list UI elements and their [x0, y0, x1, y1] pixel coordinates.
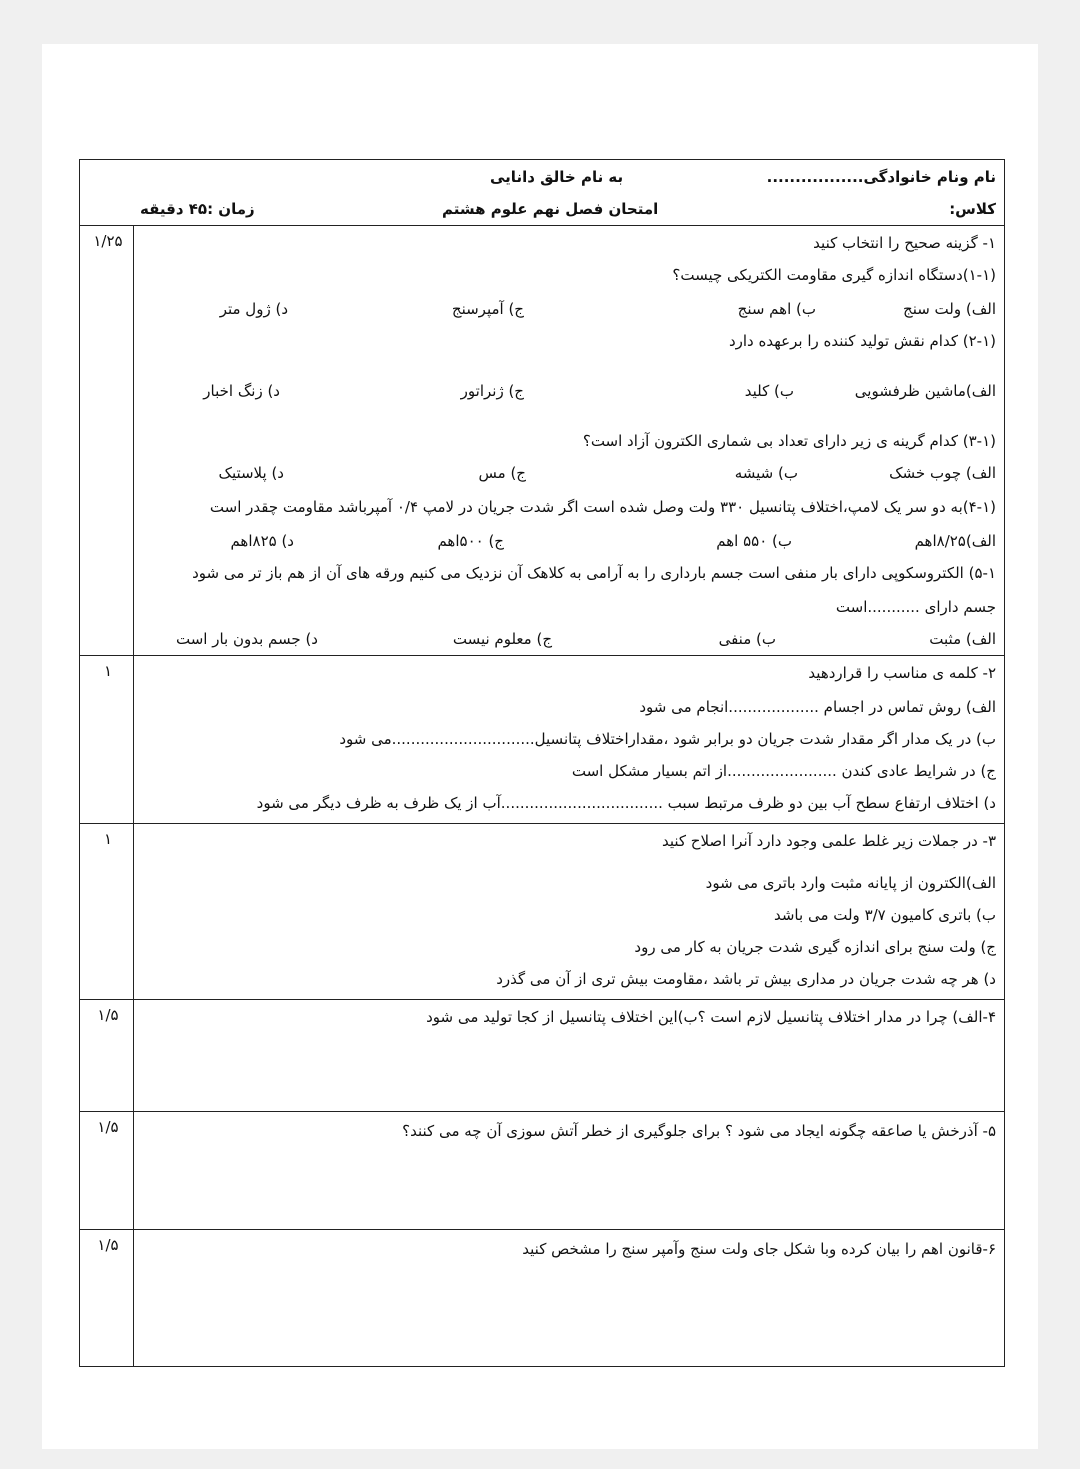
- option-d: د) جسم بدون بار است: [175, 630, 318, 648]
- question-6: [80, 1230, 1004, 1367]
- statement: ج) ولت سنج برای اندازه گیری شدت جریان به کار می رود: [634, 938, 996, 956]
- option-c: ج) آمپرسنج: [451, 300, 524, 318]
- sub-question: ۵-۱) الکتروسکوپی دارای بار منفی است جسم بارداری را به آرامی به کلاهک آن نزدیک می کنیم ورقه های آن از هم باز تر می شود: [192, 564, 996, 582]
- blank-line: د) اختلاف ارتفاع سطح آب بین دو ظرف مرتبط سبب ..................................آب از یک ظرف به ظرف دیگر می شود: [256, 794, 996, 812]
- option-a: الف)۸/۲۵اهم: [914, 532, 996, 550]
- question-title: ۱- گزینه صحیح را انتخاب کنید: [813, 234, 996, 252]
- option-b: ب) منفی: [718, 630, 776, 648]
- score-cell: [80, 1000, 134, 1111]
- score-cell: [80, 824, 134, 999]
- option-c: ج) ژنراتور: [460, 382, 524, 400]
- sub-question-cont: جسم دارای ...........است: [835, 598, 996, 616]
- question-title: ۴-الف) چرا در مدار اختلاف پتانسیل لازم است ؟ب)این اختلاف پتانسیل از کجا تولید می شود: [426, 1008, 996, 1026]
- time-label: زمان :۴۵ دقیقه: [140, 200, 255, 218]
- option-b: ب) کلید: [744, 382, 794, 400]
- question-5: [80, 1112, 1004, 1230]
- score-cell: [80, 1112, 134, 1229]
- question-4: [80, 1000, 1004, 1112]
- statement: د) هر چه شدت جریان در مداری بیش تر باشد ،مقاومت بیش تری از آن می گذرد: [496, 970, 996, 988]
- question-title: ۲- کلمه ی مناسب را قراردهید: [808, 664, 996, 682]
- question-title: ۵- آذرخش یا صاعقه چگونه ایجاد می شود ؟ برای جلوگیری از خطر آتش سوزی آن چه می کنند؟: [402, 1122, 996, 1140]
- option-a: الف)ماشین ظرفشویی: [854, 382, 996, 400]
- option-b: ب) شیشه: [734, 464, 798, 482]
- sub-question: (۳-۱) کدام گرینه ی زیر دارای تعداد بی شماری الکترون آزاد است؟: [582, 432, 996, 450]
- score-cell: [80, 226, 134, 655]
- question-title: ۶-قانون اهم را بیان کرده وبا شکل جای ولت سنج وآمپر سنج را مشخص کنید: [522, 1240, 996, 1258]
- option-b: ب) اهم سنج: [737, 300, 816, 318]
- blank-line: ب) در یک مدار اگر مقدار شدت جریان دو برابر شود ،مقداراختلاف پتانسیل..............................می شود: [339, 730, 996, 748]
- score-cell: [80, 1230, 134, 1367]
- sub-question: (۱-۱)دستگاه اندازه گیری مقاومت الکتریکی چیست؟: [672, 266, 996, 284]
- option-c: ج) ۵۰۰اهم: [437, 532, 504, 550]
- question-2: [80, 656, 1004, 824]
- option-d: د) زنگ اخبار: [203, 382, 280, 400]
- option-d: د) ۸۲۵اهم: [230, 532, 294, 550]
- option-a: الف) مثبت: [929, 630, 996, 648]
- bismillah: به نام خالق دانایی: [490, 168, 624, 186]
- exam-header: [80, 160, 1004, 226]
- statement: الف)الکترون از پایانه مثبت وارد باتری می شود: [705, 874, 996, 892]
- score-cell: [80, 656, 134, 823]
- score: ۱/۵: [97, 1118, 119, 1136]
- option-d: د) ژول متر: [219, 300, 288, 318]
- question-1: [80, 226, 1004, 656]
- sub-question: (۴-۱)به دو سر یک لامپ،اختلاف پتانسیل ۳۳۰ ولت وصل شده است اگر شدت جریان در لامپ ۰/۴ آمپرباشد مقاومت چقدر است: [209, 498, 996, 516]
- option-a: الف) ولت سنج: [903, 300, 996, 318]
- sub-question: (۲-۱) کدام نقش تولید کننده را برعهده دارد: [728, 332, 996, 350]
- score: ۱/۲۵: [93, 232, 123, 250]
- question-title: ۳- در جملات زیر غلط علمی وجود دارد آنرا اصلاح کنید: [661, 832, 996, 850]
- question-3: [80, 824, 1004, 1000]
- blank-line: ج) در شرایط عادی کندن .......................از اتم بسیار مشکل است: [571, 762, 996, 780]
- statement: ب) باتری کامیون ۳/۷ ولت می باشد: [773, 906, 996, 924]
- class-label: کلاس:: [949, 200, 996, 218]
- blank-line: الف) روش تماس در اجسام ...................انجام می شود: [639, 698, 996, 716]
- score: ۱: [103, 830, 113, 848]
- option-c: ج) مس: [478, 464, 526, 482]
- exam-table: [79, 159, 1005, 1367]
- option-c: ج) معلوم نیست: [452, 630, 552, 648]
- score: ۱/۵: [97, 1006, 119, 1024]
- exam-title: امتحان فصل نهم علوم هشتم: [442, 200, 659, 218]
- name-label: نام ونام خانوادگی.................: [766, 168, 996, 186]
- option-d: د) پلاستیک: [218, 464, 284, 482]
- score: ۱: [103, 662, 113, 680]
- score: ۱/۵: [97, 1236, 119, 1254]
- option-b: ب) ۵۵۰ اهم: [716, 532, 792, 550]
- option-a: الف) چوب خشک: [889, 464, 996, 482]
